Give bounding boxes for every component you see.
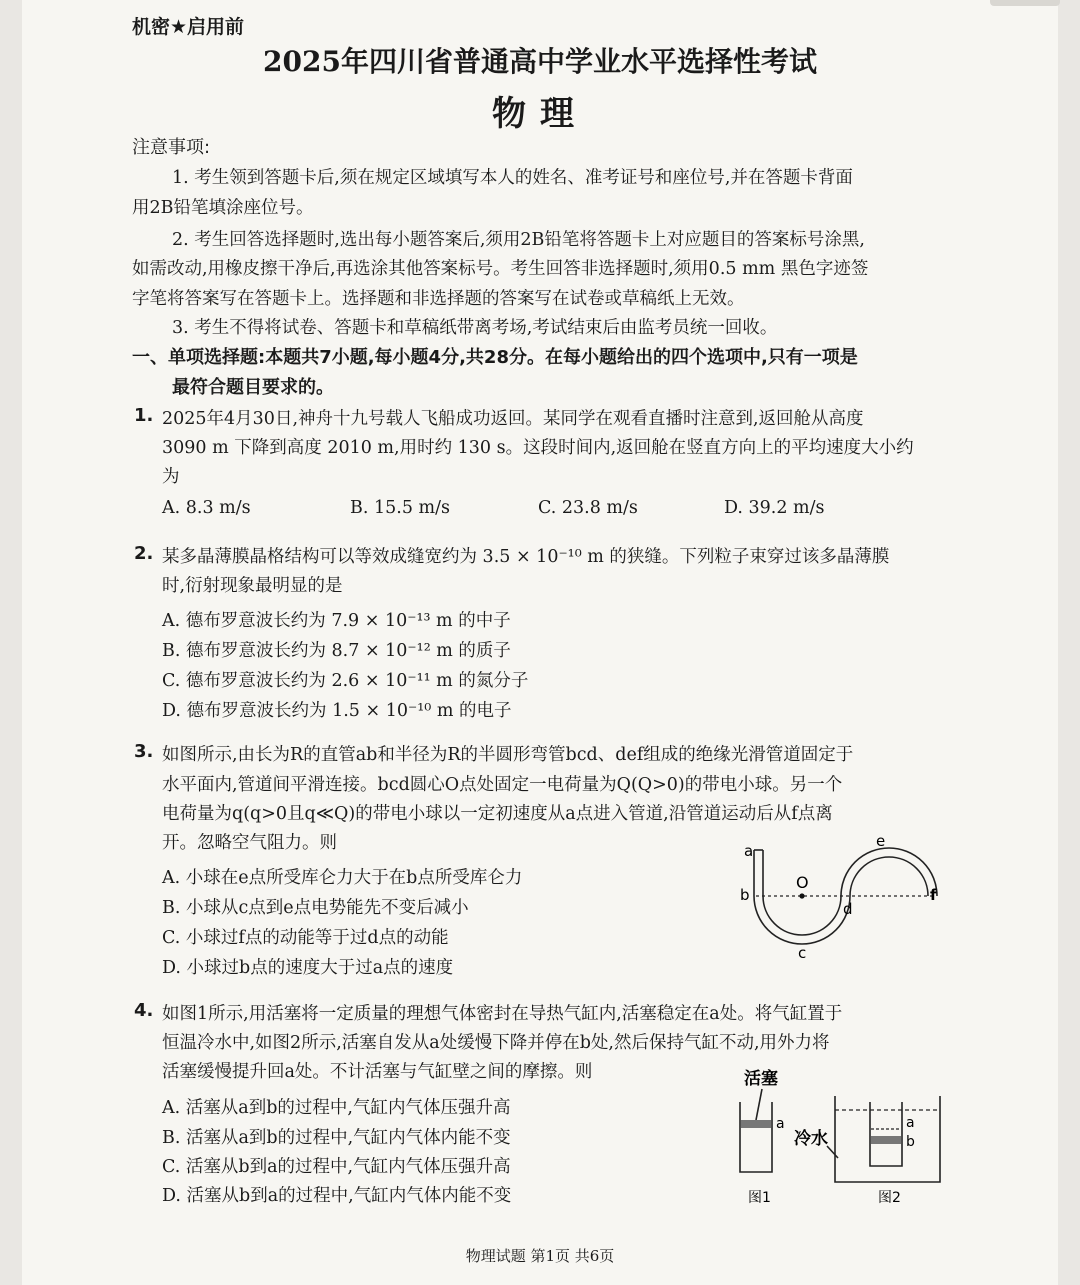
piston-2	[871, 1136, 901, 1144]
window-edge	[990, 0, 1060, 6]
question-stem: 如图所示,由长为R的直管ab和半径为R的半圆形弯管bcd、def组成的绝缘光滑管道固定于	[162, 745, 854, 765]
label-e: e	[876, 832, 886, 850]
section-heading-cont: 最符合题目要求的。	[172, 377, 334, 398]
pipe-diagram	[730, 830, 960, 965]
confidential-mark: 机密★启用前	[132, 16, 245, 38]
option-a: A. 活塞从a到b的过程中,气缸内气体压强升高	[162, 1098, 511, 1118]
piston-pointer	[756, 1089, 762, 1120]
option-b: B. 15.5 m/s	[350, 498, 450, 518]
question-stem: 恒温冷水中,如图2所示,活塞自发从a处缓慢下降并停在b处,然后保持气缸不动,用外力将	[162, 1033, 830, 1053]
question-number: 2.	[134, 543, 154, 564]
option-c: C. 德布罗意波长约为 2.6 × 10⁻¹¹ m 的氮分子	[162, 671, 529, 691]
label-o: O	[796, 873, 809, 892]
notes-line: 3. 考生不得将试卷、答题卡和草稿纸带离考场,考试结束后由监考员统一回收。	[172, 318, 778, 338]
arc-def-outer	[841, 848, 937, 896]
label-cold-water: 冷水	[794, 1129, 828, 1149]
notes-line: 2. 考生回答选择题时,选出每小题答案后,须用2B铅笔将答题卡上对应题目的答案标号涂黑,	[172, 230, 865, 250]
option-c: C. 小球过f点的动能等于过d点的动能	[162, 928, 449, 948]
arc-def-inner	[850, 857, 928, 896]
cylinder-1	[740, 1102, 772, 1172]
option-d: D. 39.2 m/s	[724, 498, 825, 518]
question-stem: 3090 m 下降到高度 2010 m,用时约 130 s。这段时间内,返回舱在竖直方向上的平均速度大小约	[162, 438, 914, 458]
notes-line: 字笔将答案写在答题卡上。选择题和非选择题的答案写在试卷或草稿纸上无效。	[132, 289, 745, 309]
notes-line: 如需改动,用橡皮擦干净后,再选涂其他答案标号。考生回答非选择题时,须用0.5 mm 黑色字迹签	[132, 259, 869, 279]
question-stem: 活塞缓慢提升回a处。不计活塞与气缸壁之间的摩擦。则	[162, 1062, 593, 1082]
question-stem: 为	[162, 467, 180, 487]
option-c: C. 23.8 m/s	[538, 498, 638, 518]
question-number: 4.	[134, 1000, 154, 1021]
notes-heading: 注意事项:	[132, 137, 211, 158]
label-c: c	[798, 944, 807, 962]
notes-line: 用2B铅笔填涂座位号。	[132, 198, 314, 218]
option-a: A. 8.3 m/s	[162, 498, 251, 518]
piston-1	[741, 1120, 771, 1128]
option-c: C. 活塞从b到a的过程中,气缸内气体压强升高	[162, 1157, 511, 1177]
question-number: 3.	[134, 741, 154, 762]
option-d: D. 小球过b点的速度大于过a点的速度	[162, 958, 454, 978]
label-fig2: 图2	[878, 1190, 901, 1206]
question-stem: 时,衍射现象最明显的是	[162, 576, 343, 596]
question-stem: 某多晶薄膜晶格结构可以等效成缝宽约为 3.5 × 10⁻¹⁰ m 的狭缝。下列粒子束穿过该多晶薄膜	[162, 547, 890, 567]
page-footer: 物理试题 第1页 共6页	[465, 1247, 615, 1265]
label-a: a	[744, 842, 754, 860]
label-b: b	[740, 886, 750, 904]
label-f: f	[930, 886, 937, 904]
label-a-fig1: a	[776, 1116, 785, 1132]
arc-bcd-inner	[763, 896, 841, 935]
label-d: d	[843, 900, 853, 918]
option-d: D. 活塞从b到a的过程中,气缸内气体内能不变	[162, 1186, 512, 1206]
label-b-fig2: b	[906, 1134, 915, 1150]
cylinder-diagram	[730, 1062, 955, 1212]
question-stem: 水平面内,管道间平滑连接。bcd圆心O点处固定一电荷量为Q(Q>0)的带电小球。另一个	[162, 775, 843, 795]
notes-line: 1. 考生领到答题卡后,须在规定区域填写本人的姓名、准考证号和座位号,并在答题卡背面	[172, 168, 853, 188]
option-d: D. 德布罗意波长约为 1.5 × 10⁻¹⁰ m 的电子	[162, 701, 512, 721]
option-b: B. 德布罗意波长约为 8.7 × 10⁻¹² m 的质子	[162, 641, 511, 661]
water-pointer	[827, 1146, 838, 1158]
label-fig1: 图1	[748, 1190, 771, 1206]
option-a: A. 德布罗意波长约为 7.9 × 10⁻¹³ m 的中子	[162, 611, 511, 631]
subject-title: 物理	[492, 94, 588, 134]
option-b: B. 活塞从a到b的过程中,气缸内气体内能不变	[162, 1128, 511, 1148]
option-b: B. 小球从c点到e点电势能先不变后减小	[162, 898, 469, 918]
question-stem: 开。忽略空气阻力。则	[162, 833, 337, 853]
question-stem: 电荷量为q(q>0且q≪Q)的带电小球以一定初速度从a点进入管道,沿管道运动后从f点离	[162, 804, 833, 824]
arc-bcd-outer	[754, 896, 850, 944]
section-heading: 一、单项选择题:本题共7小题,每小题4分,共28分。在每小题给出的四个选项中,只有一项是	[132, 347, 858, 368]
option-a: A. 小球在e点所受库仑力大于在b点所受库仑力	[162, 868, 523, 888]
label-a-fig2: a	[906, 1115, 915, 1131]
exam-title: 2025年四川省普通高中学业水平选择性考试	[263, 45, 817, 78]
label-piston: 活塞	[744, 1069, 778, 1089]
question-number: 1.	[134, 405, 154, 426]
center-point-o	[799, 893, 804, 898]
question-stem: 2025年4月30日,神舟十九号载人飞船成功返回。某同学在观看直播时注意到,返回舱从高度	[162, 409, 864, 429]
question-stem: 如图1所示,用活塞将一定质量的理想气体密封在导热气缸内,活塞稳定在a处。将气缸置于	[162, 1004, 843, 1024]
cylinder-2	[870, 1102, 902, 1166]
